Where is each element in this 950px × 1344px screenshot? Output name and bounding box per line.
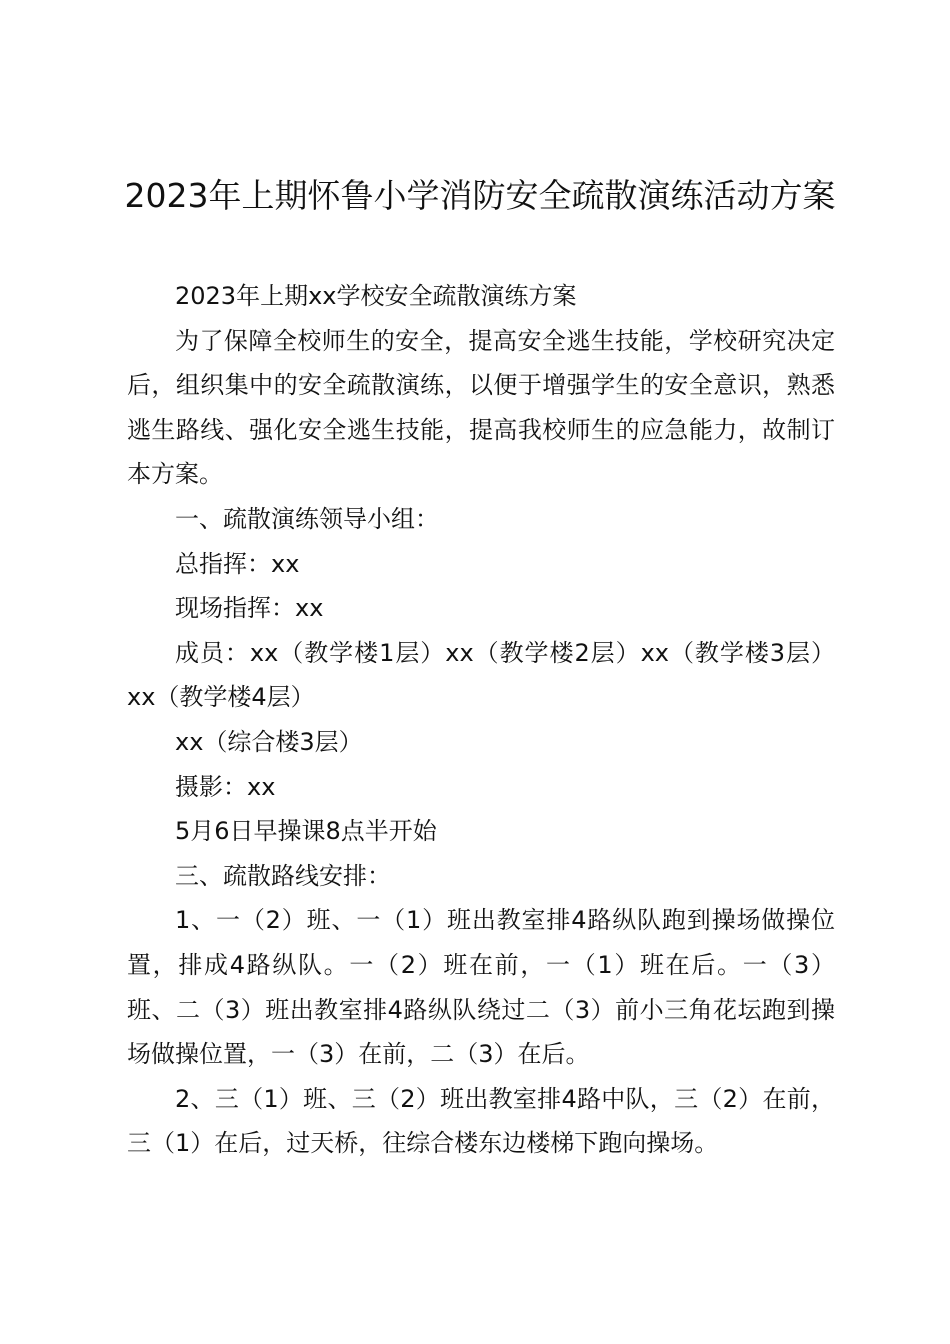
section-heading-routes: 三、疏散路线安排： xyxy=(175,861,391,890)
route-paragraph-1: 1、一（2）班、一（1）班出教室排4路纵队跑到操场做操位置，排成4路纵队。一（2）班在前，一（1）班在后。一（3）班、二（3）班出教室排4路纵队绕过二（3）前小三角花坛跑到操场做操位置，一（3）在前，二（3）在后。 xyxy=(127,906,835,1069)
field-commander-line: 现场指挥：xx xyxy=(175,594,324,623)
route-paragraph-2: 2、三（1）班、三（2）班出教室排4路中队，三（2）在前，三（1）在后，过天桥，往综合楼东边楼梯下跑向操场。 xyxy=(127,1084,835,1158)
document-body xyxy=(127,274,835,1166)
section-heading-leadership: 一、疏散演练领导小组： xyxy=(175,504,439,533)
subtitle-paragraph: 2023年上期xx学校安全疏散演练方案 xyxy=(175,282,577,310)
schedule-line: 5月6日早操课8点半开始 xyxy=(175,817,437,846)
members-line: 成员：xx（教学楼1层）xx（教学楼2层）xx（教学楼3层）xx（教学楼4层） xyxy=(127,638,835,712)
document-title: 2023年上期怀鲁小学消防安全疏散演练活动方案 xyxy=(124,176,836,215)
members-line-continued: xx（综合楼3层） xyxy=(175,727,363,756)
intro-paragraph: 为了保障全校师生的安全，提高安全逃生技能，学校研究决定后，组织集中的安全疏散演练，以便于增强学生的安全意识，熟悉逃生路线、强化安全逃生技能，提高我校师生的应急能力，故制订本方案。 xyxy=(127,326,835,489)
photography-line: 摄影：xx xyxy=(175,772,276,801)
commander-line: 总指挥：xx xyxy=(175,549,300,578)
